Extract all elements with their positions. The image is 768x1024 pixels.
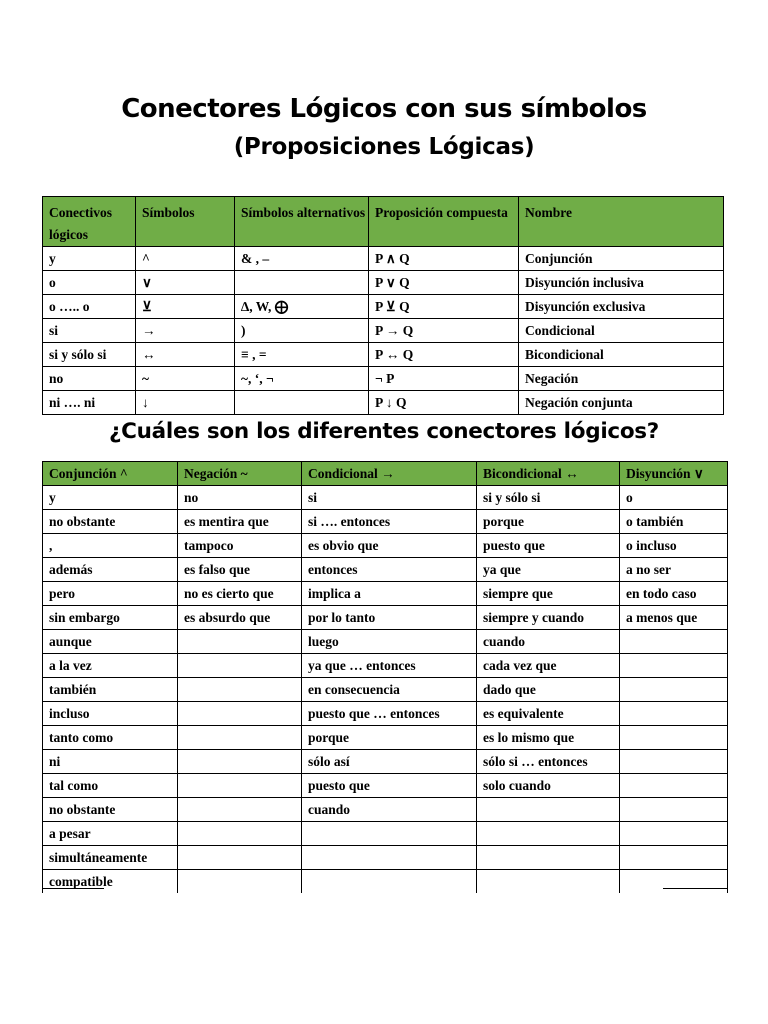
table-cell: a pesar — [43, 822, 178, 846]
table-cell: puesto que — [302, 774, 477, 798]
page-subtitle: (Proposiciones Lógicas) — [233, 134, 535, 160]
table-cell: tanto como — [43, 726, 178, 750]
table-cell: no — [43, 367, 136, 391]
table-row — [43, 630, 728, 654]
table-cell: tampoco — [178, 534, 302, 558]
table-cell — [178, 870, 302, 894]
table-cell: y — [43, 247, 136, 271]
table-cell: o — [620, 486, 728, 510]
table-row — [43, 367, 724, 391]
table-cell: si — [43, 319, 136, 343]
table-row — [43, 247, 724, 271]
table-cell — [178, 798, 302, 822]
table-cell: ) — [235, 319, 369, 343]
table-cell — [620, 702, 728, 726]
table-cell: a menos que — [620, 606, 728, 630]
table-cell: a la vez — [43, 654, 178, 678]
table-row — [43, 582, 728, 606]
table-cell: ⊻ — [136, 295, 235, 319]
table-row — [43, 702, 728, 726]
table-cell: a no ser — [620, 558, 728, 582]
table-body — [43, 486, 728, 894]
table-cell: ni — [43, 750, 178, 774]
table-row — [43, 486, 728, 510]
table-cell: no — [178, 486, 302, 510]
table-cell: puesto que … entonces — [302, 702, 477, 726]
table-row — [43, 295, 724, 319]
table-cell: ∨ — [136, 271, 235, 295]
table-row — [43, 271, 724, 295]
table-cell: simultáneamente — [43, 846, 178, 870]
table-cell — [477, 822, 620, 846]
table-cell: porque — [302, 726, 477, 750]
table-cell: P ⊻ Q — [369, 295, 519, 319]
table-cell — [178, 678, 302, 702]
table-cell: es lo mismo que — [477, 726, 620, 750]
table-cell — [477, 798, 620, 822]
table-row — [43, 798, 728, 822]
table-cell: no obstante — [43, 510, 178, 534]
header-compound-proposition: Proposición compuesta — [369, 197, 519, 247]
table-row — [43, 558, 728, 582]
table-cell: es equivalente — [477, 702, 620, 726]
table-cell — [620, 798, 728, 822]
table-cell: pero — [43, 582, 178, 606]
table-cell: si y sólo si — [477, 486, 620, 510]
table-cell: ^ — [136, 247, 235, 271]
table-cell — [302, 846, 477, 870]
table-row — [43, 846, 728, 870]
table-body — [43, 247, 724, 415]
table-cell: en todo caso — [620, 582, 728, 606]
table-cell — [178, 702, 302, 726]
section-title: ¿Cuáles son los diferentes conectores lógicos? — [109, 419, 659, 444]
table-cell: si — [302, 486, 477, 510]
table-cell: P ↔ Q — [369, 343, 519, 367]
table-cell: dado que — [477, 678, 620, 702]
header-connectives: Conectivos lógicos — [43, 197, 136, 247]
table-cell — [178, 630, 302, 654]
table-cell — [620, 654, 728, 678]
table-cell: porque — [477, 510, 620, 534]
table-cell: solo cuando — [477, 774, 620, 798]
table-row — [43, 750, 728, 774]
table-cell: no es cierto que — [178, 582, 302, 606]
table-cell — [620, 774, 728, 798]
table-row — [43, 534, 728, 558]
table-cell: ↓ — [136, 391, 235, 415]
table-cell: ~ — [136, 367, 235, 391]
table-cell: sin embargo — [43, 606, 178, 630]
table-cell: ya que … entonces — [302, 654, 477, 678]
table-cell: es mentira que — [178, 510, 302, 534]
table-cell: cada vez que — [477, 654, 620, 678]
table-cell: o también — [620, 510, 728, 534]
table-cell: Condicional — [519, 319, 724, 343]
table-bottom-rule-left — [42, 888, 104, 889]
table-cell: o incluso — [620, 534, 728, 558]
table-cell — [178, 822, 302, 846]
table-row — [43, 606, 728, 630]
table-cell — [620, 726, 728, 750]
table-cell: ↔ — [136, 343, 235, 367]
table-cell: aunque — [43, 630, 178, 654]
table-row — [43, 510, 728, 534]
header-symbols: Símbolos — [136, 197, 235, 247]
table-cell: y — [43, 486, 178, 510]
table-cell: P ↓ Q — [369, 391, 519, 415]
table-cell — [178, 774, 302, 798]
header-conditional: Condicional → — [302, 462, 477, 486]
table-cell: & , – — [235, 247, 369, 271]
table-cell: compatible — [43, 870, 178, 894]
table-cell: es absurdo que — [178, 606, 302, 630]
header-disjunction: Disyunción ∨ — [620, 462, 728, 486]
table-cell: ¬ P — [369, 367, 519, 391]
table-cell — [620, 678, 728, 702]
table-cell: siempre y cuando — [477, 606, 620, 630]
table-cell — [620, 846, 728, 870]
table-cell: Disyunción inclusiva — [519, 271, 724, 295]
table-cell: sólo así — [302, 750, 477, 774]
table-cell: Conjunción — [519, 247, 724, 271]
table-cell: es obvio que — [302, 534, 477, 558]
table-cell: entonces — [302, 558, 477, 582]
table-cell: en consecuencia — [302, 678, 477, 702]
table-cell — [178, 750, 302, 774]
table-cell: → — [136, 319, 235, 343]
table-cell: P ∧ Q — [369, 247, 519, 271]
table-cell: incluso — [43, 702, 178, 726]
table-cell: P ∨ Q — [369, 271, 519, 295]
table-cell: ∆, W, ⨁ — [235, 295, 369, 319]
header-conjunction: Conjunción ^ — [43, 462, 178, 486]
table-cell: puesto que — [477, 534, 620, 558]
table-row — [43, 870, 728, 894]
header-biconditional: Bicondicional ↔ — [477, 462, 620, 486]
table-cell — [620, 750, 728, 774]
table-cell: implica a — [302, 582, 477, 606]
table-cell: ya que — [477, 558, 620, 582]
table-cell: o — [43, 271, 136, 295]
table-cell — [235, 271, 369, 295]
table-cell — [178, 726, 302, 750]
table-cell: sólo si … entonces — [477, 750, 620, 774]
table-row — [43, 654, 728, 678]
table-cell: por lo tanto — [302, 606, 477, 630]
connectors-symbols-table — [42, 196, 724, 415]
table-cell — [477, 846, 620, 870]
page-title: Conectores Lógicos con sus símbolos — [121, 94, 647, 124]
table-cell — [477, 870, 620, 894]
table-cell — [178, 846, 302, 870]
table-cell: Negación — [519, 367, 724, 391]
table-row — [43, 391, 724, 415]
table-cell: ni …. ni — [43, 391, 136, 415]
table-row — [43, 319, 724, 343]
table-cell: siempre que — [477, 582, 620, 606]
table-cell: también — [43, 678, 178, 702]
table-cell — [178, 654, 302, 678]
table-cell — [620, 870, 728, 894]
table-cell — [235, 391, 369, 415]
table-cell: es falso que — [178, 558, 302, 582]
table-cell: además — [43, 558, 178, 582]
table-header-row — [43, 462, 728, 486]
table-row — [43, 822, 728, 846]
table-row — [43, 774, 728, 798]
table-row — [43, 343, 724, 367]
table-cell: Disyunción exclusiva — [519, 295, 724, 319]
table-cell: tal como — [43, 774, 178, 798]
table-row — [43, 678, 728, 702]
table-cell: ~, ‘, ¬ — [235, 367, 369, 391]
table-cell — [620, 822, 728, 846]
table-cell: luego — [302, 630, 477, 654]
table-bottom-rule-right — [663, 888, 727, 889]
table-cell: o ….. o — [43, 295, 136, 319]
header-name: Nombre — [519, 197, 724, 247]
table-cell: cuando — [302, 798, 477, 822]
table-cell: Bicondicional — [519, 343, 724, 367]
table-cell — [620, 630, 728, 654]
connectors-list-table — [42, 461, 728, 893]
table-header-row — [43, 197, 724, 247]
table-cell: Negación conjunta — [519, 391, 724, 415]
table-row — [43, 726, 728, 750]
table-cell: no obstante — [43, 798, 178, 822]
header-negation: Negación ~ — [178, 462, 302, 486]
table-cell: si y sólo si — [43, 343, 136, 367]
table-cell: cuando — [477, 630, 620, 654]
table-cell: P → Q — [369, 319, 519, 343]
table-cell: ≡ , = — [235, 343, 369, 367]
table-cell — [302, 870, 477, 894]
table-cell: , — [43, 534, 178, 558]
table-cell: si …. entonces — [302, 510, 477, 534]
header-alt-symbols: Símbolos alternativos — [235, 197, 369, 247]
table-cell — [302, 822, 477, 846]
